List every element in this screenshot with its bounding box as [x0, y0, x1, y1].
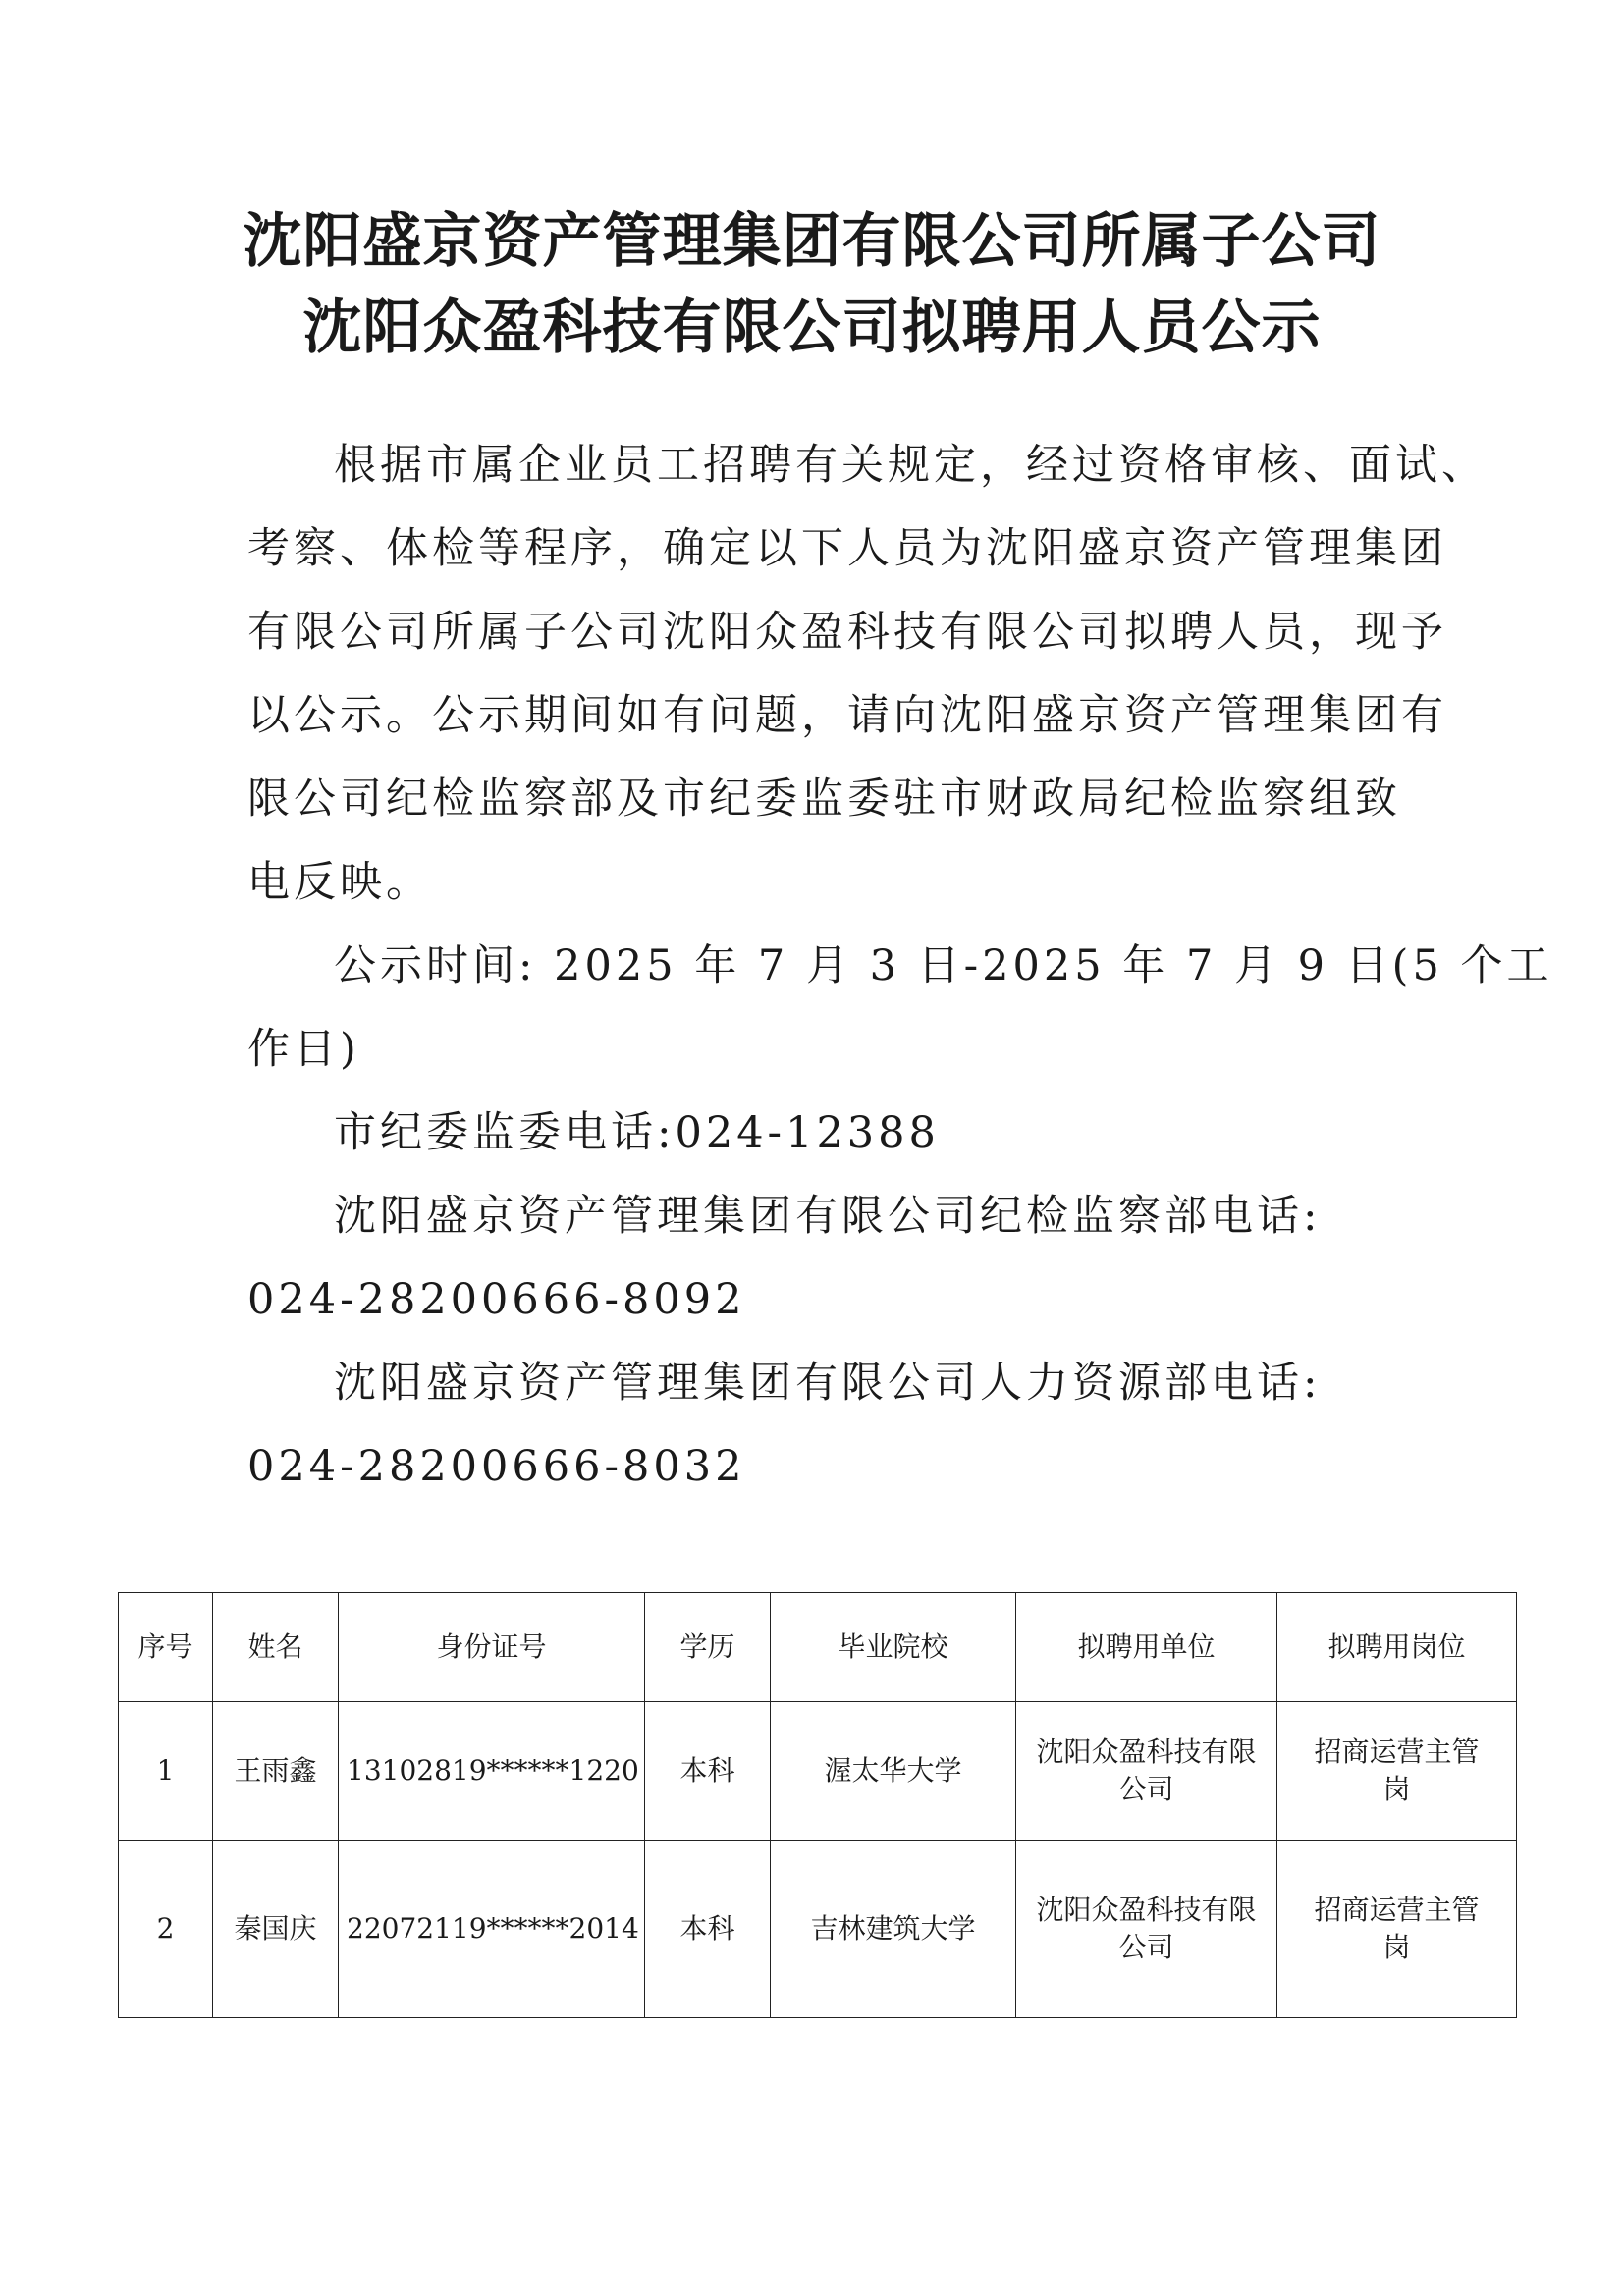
cell-unit	[1016, 1841, 1277, 2018]
cell-post-line-1: 招商运营主管	[1314, 1894, 1480, 1926]
header-school: 毕业院校	[771, 1593, 1016, 1702]
header-education: 学历	[645, 1593, 771, 1702]
cell-education: 本科	[645, 1841, 771, 2018]
cell-education: 本科	[645, 1702, 771, 1841]
table-header-row	[119, 1593, 1517, 1702]
hiring-roster-table	[118, 1592, 1517, 2018]
paragraph-line-4: 以公示。公示期间如有问题，请向沈阳盛京资产管理集团有	[247, 691, 1447, 740]
cell-unit-line-2: 公司	[1118, 1931, 1174, 1963]
cell-post-line-1: 招商运营主管	[1314, 1735, 1480, 1768]
cell-school: 吉林建筑大学	[771, 1841, 1016, 2018]
cell-seq: 2	[119, 1841, 213, 2018]
paragraph-line-3: 有限公司所属子公司沈阳众盈科技有限公司拟聘人员，现予	[247, 608, 1447, 657]
cell-post-line-2: 岗	[1382, 1931, 1411, 1963]
cell-post-line-2: 岗	[1382, 1773, 1411, 1805]
paragraph-line-6: 电反映。	[247, 858, 432, 907]
discipline-commission-phone: 市纪委监委电话:024-12388	[334, 1108, 940, 1157]
cell-unit	[1016, 1702, 1277, 1841]
hr-dept-label: 沈阳盛京资产管理集团有限公司人力资源部电话:	[334, 1359, 1322, 1408]
cell-post	[1277, 1841, 1517, 2018]
cell-name: 秦国庆	[213, 1841, 339, 2018]
table-row	[119, 1702, 1517, 1841]
cell-seq: 1	[119, 1702, 213, 1841]
cell-post	[1277, 1702, 1517, 1841]
cell-school: 渥太华大学	[771, 1702, 1016, 1841]
cell-unit-line-2: 公司	[1118, 1773, 1174, 1805]
publicity-period-line-2: 作日)	[247, 1025, 360, 1074]
cell-name: 王雨鑫	[213, 1702, 339, 1841]
cell-id-number: 13102819******1220	[339, 1702, 645, 1841]
paragraph-line-2: 考察、体检等程序，确定以下人员为沈阳盛京资产管理集团	[247, 524, 1447, 573]
header-name: 姓名	[213, 1593, 339, 1702]
header-unit: 拟聘用单位	[1016, 1593, 1277, 1702]
inspection-dept-phone: 024-28200666-8092	[247, 1275, 746, 1324]
table-row	[119, 1841, 1517, 2018]
hr-dept-phone: 024-28200666-8032	[247, 1442, 746, 1491]
paragraph-line-5: 限公司纪检监察部及市纪委监委驻市财政局纪检监察组致	[247, 774, 1401, 824]
header-id-number: 身份证号	[339, 1593, 645, 1702]
header-seq: 序号	[119, 1593, 213, 1702]
cell-unit-line-1: 沈阳众盈科技有限	[1036, 1735, 1257, 1768]
header-post: 拟聘用岗位	[1277, 1593, 1517, 1702]
document-title-line-1: 沈阳盛京资产管理集团有限公司所属子公司	[243, 207, 1381, 276]
inspection-dept-label: 沈阳盛京资产管理集团有限公司纪检监察部电话:	[334, 1192, 1322, 1241]
cell-id-number: 22072119******2014	[339, 1841, 645, 2018]
paragraph-line-1: 根据市属企业员工招聘有关规定，经过资格审核、面试、	[334, 441, 1488, 490]
cell-unit-line-1: 沈阳众盈科技有限	[1036, 1894, 1257, 1926]
document-title-line-2: 沈阳众盈科技有限公司拟聘用人员公示	[302, 294, 1322, 362]
publicity-period-line-1: 公示时间: 2025 年 7 月 3 日-2025 年 7 月 9 日(5 个工	[334, 941, 1553, 990]
